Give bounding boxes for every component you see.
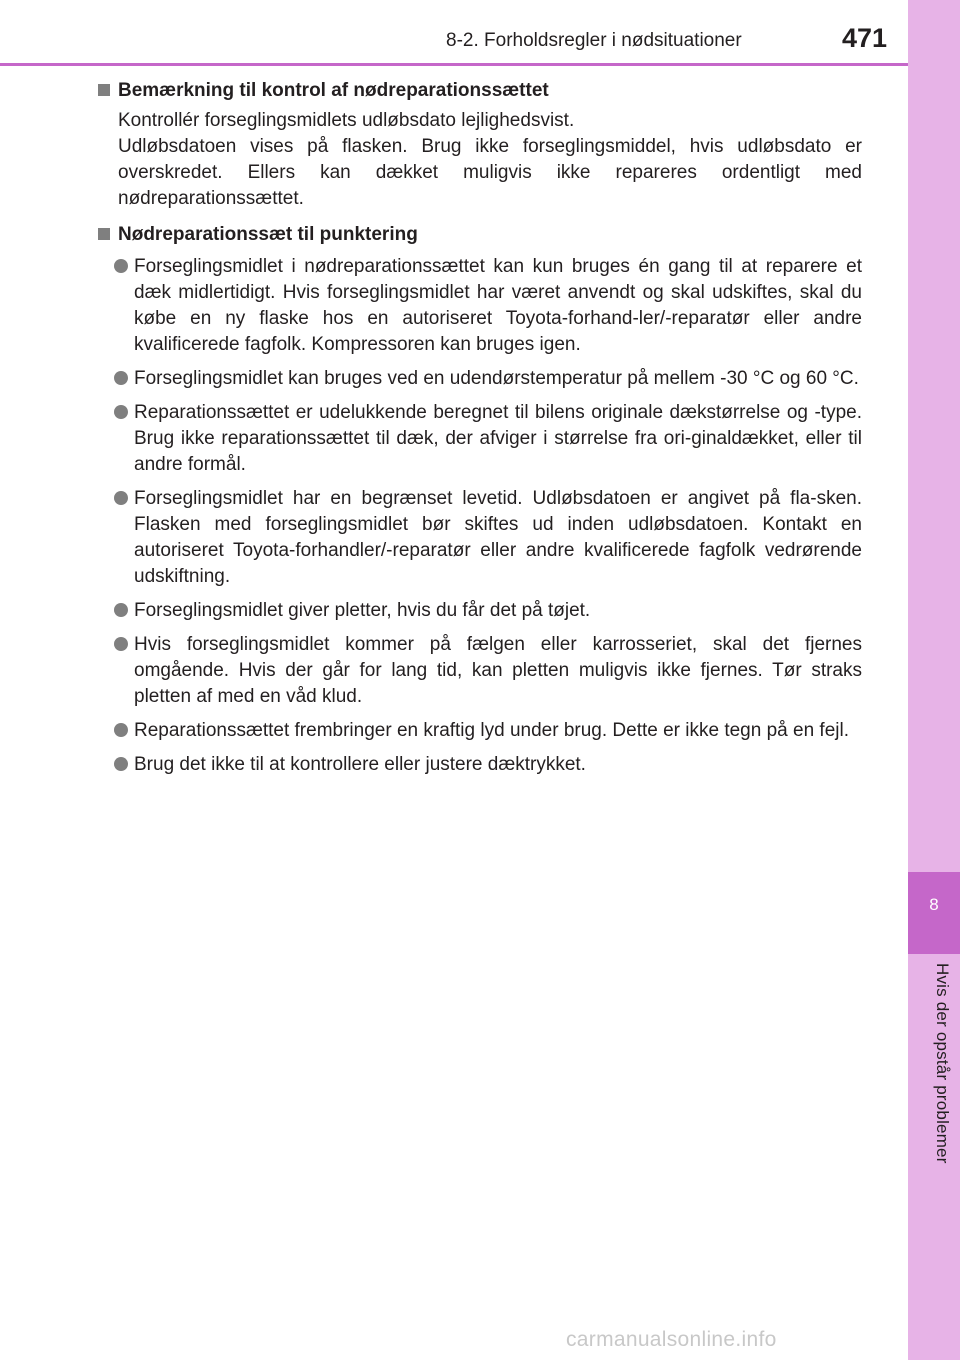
list-item bbox=[114, 366, 862, 392]
circle-bullet-icon bbox=[114, 371, 128, 385]
circle-bullet-icon bbox=[114, 603, 128, 617]
circle-bullet-icon bbox=[114, 259, 128, 273]
section-heading-text: Bemærkning til kontrol af nødreparationssættet bbox=[118, 80, 549, 101]
page-number: 471 bbox=[842, 23, 888, 53]
list-item bbox=[114, 718, 862, 744]
list-item-text: Brug det ikke til at kontrollere eller justere dæktrykket. bbox=[134, 754, 586, 775]
page-content bbox=[98, 78, 862, 788]
section-expiry-check bbox=[98, 78, 862, 212]
list-item bbox=[114, 400, 862, 478]
circle-bullet-icon bbox=[114, 723, 128, 737]
chapter-number: 8 bbox=[929, 895, 939, 914]
watermark: carmanualsonline.info bbox=[566, 1328, 777, 1351]
square-bullet-icon bbox=[98, 84, 110, 96]
section-heading-text: Nødreparationssæt til punktering bbox=[118, 224, 418, 245]
square-bullet-icon bbox=[98, 228, 110, 240]
circle-bullet-icon bbox=[114, 757, 128, 771]
section-heading bbox=[98, 222, 862, 248]
section-paragraph bbox=[118, 108, 862, 212]
list-item bbox=[114, 486, 862, 590]
list-item-text: Forseglingsmidlet i nødreparationssættet kan kun bruges én gang til at reparere et dæk midlertidigt. Hvis forseglingsmidlet har været anvendt og skal udskiftes, skal du købe en ny flaske hos en autoriseret Toyota-forhand-ler/-reparatør eller andre kvalificerede fagfolk. Kompressoren kan bruges igen. bbox=[134, 256, 862, 355]
list-item-text: Forseglingsmidlet kan bruges ved en udendørstemperatur på mellem -30 °C og 60 °C. bbox=[134, 368, 859, 389]
paragraph-line: Kontrollér forseglingsmidlets udløbsdato lejlighedsvist. bbox=[118, 110, 575, 131]
list-item-text: Forseglingsmidlet giver pletter, hvis du får det på tøjet. bbox=[134, 600, 591, 621]
list-item bbox=[114, 632, 862, 710]
circle-bullet-icon bbox=[114, 637, 128, 651]
header-divider bbox=[0, 63, 908, 66]
paragraph-line: Udløbsdatoen vises på flasken. Brug ikke forseglingsmiddel, hvis udløbsdato er overskredet. Ellers kan dækket muligvis ikke repareres ordentligt med nødreparationssættet. bbox=[118, 136, 862, 209]
section-heading bbox=[98, 78, 862, 104]
list-item-text: Reparationssættet frembringer en kraftig lyd under brug. Dette er ikke tegn på en fejl. bbox=[134, 720, 849, 741]
list-item bbox=[114, 254, 862, 358]
chapter-title: Hvis der opstår problemer bbox=[933, 963, 952, 1164]
list-item bbox=[114, 752, 862, 778]
list-item-text: Forseglingsmidlet har en begrænset levetid. Udløbsdatoen er angivet på fla-sken. Flasken med forseglingsmidlet bør skiftes ud inden udløbsdatoen. Kontakt en autoriseret Toyota-forhandler/-reparatør eller andre kvalificerede fagfolk vedrørende udskiftning. bbox=[134, 488, 862, 587]
list-item-text: Reparationssættet er udelukkende beregnet til bilens originale dækstørrelse og -type. Brug ikke reparationssættet til dæk, der afviger i størrelse fra ori-ginaldækket, eller til andre formål. bbox=[134, 402, 862, 475]
list-item bbox=[114, 598, 862, 624]
circle-bullet-icon bbox=[114, 405, 128, 419]
section-repair-kit bbox=[98, 222, 862, 778]
list-item-text: Hvis forseglingsmidlet kommer på fælgen eller karrosseriet, skal det fjernes omgående. Hvis der går for lang tid, kan pletten muligvis ikke fjernes. Tør straks pletten af med en våd klud. bbox=[134, 634, 862, 707]
section-title: 8-2. Forholdsregler i nødsituationer bbox=[446, 30, 742, 51]
circle-bullet-icon bbox=[114, 491, 128, 505]
